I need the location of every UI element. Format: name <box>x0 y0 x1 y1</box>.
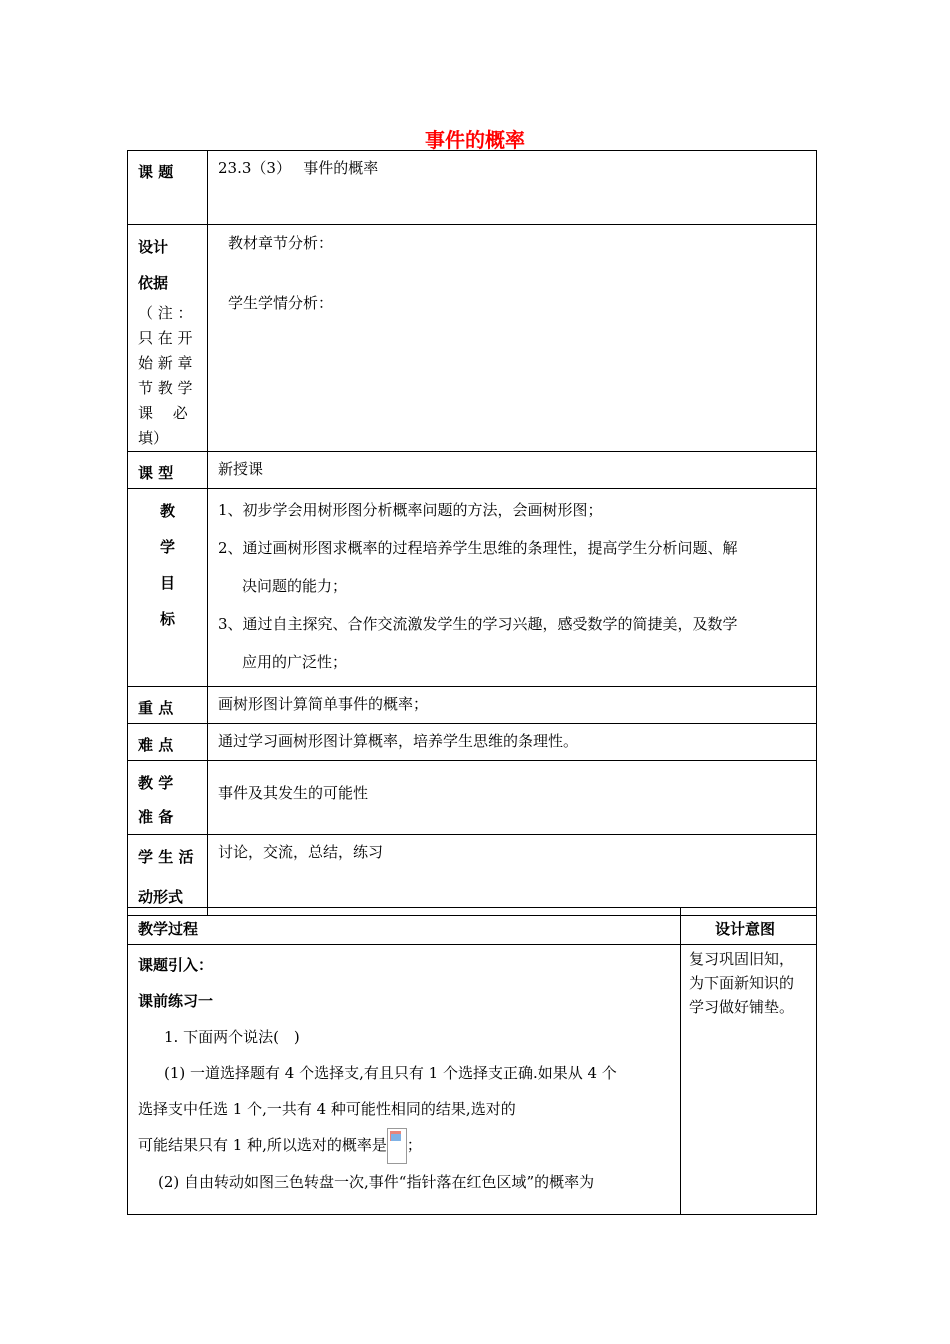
activity-label-1: 学 生 活 <box>138 848 194 866</box>
basis-label-1: 设计 <box>138 238 169 256</box>
intro-heading: 课题引入： <box>138 956 214 974</box>
row-activity <box>128 835 817 916</box>
activity-value: 讨论，交流，总结，练习 <box>208 835 817 916</box>
goal-item: 1、初步学会用树形图分析概率问题的方法，会画树形图； <box>218 501 603 519</box>
statement-1-end: ； <box>406 1136 422 1154</box>
row-key <box>128 687 817 724</box>
intent-header: 设计意图 <box>681 908 817 945</box>
basis-note <box>138 301 201 451</box>
basis-content <box>208 225 817 452</box>
row-goals <box>128 489 817 687</box>
topic-label: 课 题 <box>128 151 208 225</box>
statement-1-line-2: 选择支中任选 1 个,一共有 4 种可能性相同的结果,选对的 <box>138 1100 516 1118</box>
goal-item: 3、通过自主探究、合作交流激发学生的学习兴趣，感受数学的简捷美，及数学 <box>218 615 738 633</box>
goal-item: 2、通过画树形图求概率的过程培养学生思维的条理性，提高学生分析问题、解 <box>218 539 738 557</box>
basis-note-line: 填） <box>138 429 169 447</box>
intent-line: 复习巩固旧知， <box>689 950 795 968</box>
activity-label <box>128 835 208 916</box>
process-header-row <box>128 908 817 945</box>
prep-label <box>128 761 208 835</box>
intent-content <box>681 945 817 1215</box>
goal-item-continued: 应用的广泛性； <box>242 653 348 671</box>
prep-value: 事件及其发生的可能性 <box>208 761 817 835</box>
intent-line: 学习做好铺垫。 <box>689 998 795 1016</box>
prep-label-1: 教 学 <box>138 774 174 792</box>
key-label: 重 点 <box>128 687 208 724</box>
teaching-process-table <box>127 907 817 1215</box>
student-analysis-label: 学生学情分析： <box>228 294 334 312</box>
type-value: 新授课 <box>208 452 817 489</box>
basis-label-2: 依据 <box>138 274 169 292</box>
goal-item-continued: 决问题的能力； <box>242 577 348 595</box>
basis-note-line: 始 新 章 <box>138 354 193 372</box>
textbook-analysis-label: 教材章节分析： <box>228 234 334 252</box>
document-title: 事件的概率 <box>425 128 525 152</box>
basis-note-line: 只 在 开 <box>138 329 193 347</box>
topic-value: 23.3（3） 事件的概率 <box>208 151 817 225</box>
row-type <box>128 452 817 489</box>
goals-content <box>208 489 817 687</box>
lesson-info-table <box>127 150 817 916</box>
practice-heading: 课前练习一 <box>138 992 214 1010</box>
goals-label-char: 教 <box>159 502 175 520</box>
basis-label <box>128 225 208 452</box>
type-label: 课 型 <box>128 452 208 489</box>
fraction-image-placeholder-icon <box>387 1128 407 1164</box>
intent-line: 为下面新知识的 <box>689 974 795 992</box>
statement-1-line-3 <box>138 1127 674 1164</box>
process-content <box>128 945 681 1215</box>
goals-label-char: 目 <box>159 574 175 592</box>
row-basis <box>128 225 817 452</box>
key-value: 画树形图计算简单事件的概率； <box>208 687 817 724</box>
question-1: 1. 下面两个说法( ) <box>164 1028 300 1046</box>
goals-label <box>128 489 208 687</box>
difficult-value: 通过学习画树形图计算概率，培养学生思维的条理性。 <box>208 724 817 761</box>
basis-note-line: 课 必 <box>138 404 188 422</box>
difficult-label: 难 点 <box>128 724 208 761</box>
basis-note-line: （ 注 ： <box>138 304 193 322</box>
activity-label-2: 动形式 <box>138 888 184 906</box>
statement-1-line-1: (1) 一道选择题有 4 个选择支,有且只有 1 个选择支正确.如果从 4 个 <box>164 1064 617 1082</box>
process-header: 教学过程 <box>128 908 681 945</box>
row-difficult <box>128 724 817 761</box>
basis-note-line: 节 教 学 <box>138 379 193 397</box>
process-body-row <box>128 945 817 1215</box>
goals-label-char: 学 <box>159 538 175 556</box>
statement-2: (2) 自由转动如图三色转盘一次,事件“指针落在红色区域”的概率为 <box>158 1173 595 1191</box>
prep-label-2: 准 备 <box>138 808 174 826</box>
row-topic <box>128 151 817 225</box>
row-prep <box>128 761 817 835</box>
statement-1-text: 可能结果只有 1 种,所以选对的概率是 <box>138 1136 387 1154</box>
goals-label-char: 标 <box>159 610 175 628</box>
